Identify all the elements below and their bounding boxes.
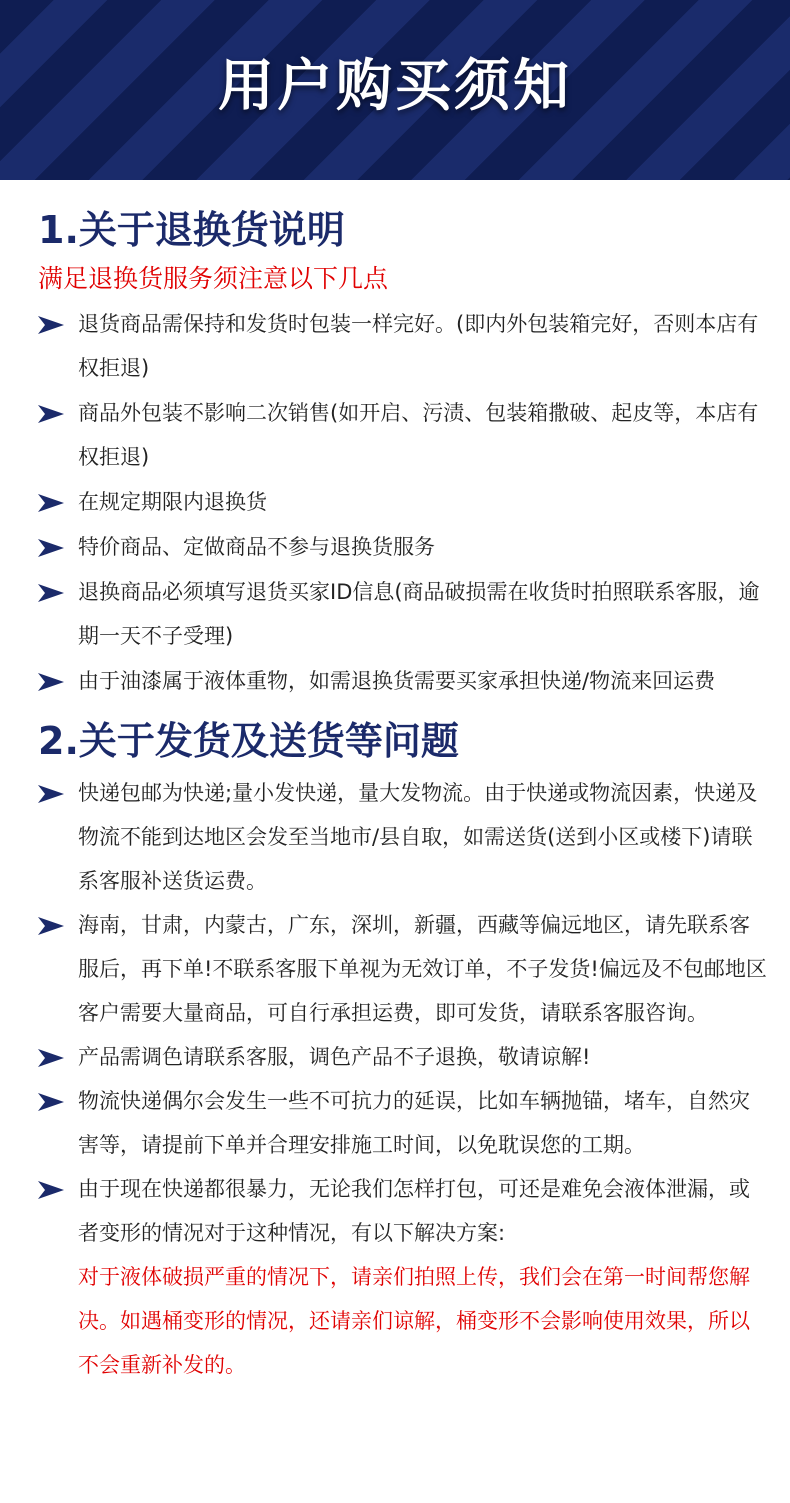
arrowhead-icon xyxy=(38,570,78,614)
arrowhead-icon xyxy=(38,659,78,703)
section-returns xyxy=(38,200,770,703)
solution-note: 对于液体破损严重的情况下，请亲们拍照上传，我们会在第一时间帮您解决。如遇桶变形的情况，还请亲们谅解，桶变形不会影响使用效果，所以不会重新补发的。 xyxy=(78,1265,750,1377)
solution-intro: 由于现在快递都很暴力，无论我们怎样打包，可还是难免会液体泄漏，或者变形的情况对于这种情况，有以下解决方案: xyxy=(78,1177,750,1245)
list-item-text: 退换商品必须填写退货买家ID信息(商品破损需在收货时拍照联系客服，逾期一天不子受理) xyxy=(78,580,760,648)
section-subtitle: 满足退换货服务须注意以下几点 xyxy=(38,264,389,293)
list-item-text: 商品外包装不影响二次销售(如开启、污渍、包装箱撒破、起皮等，本店有权拒退) xyxy=(78,401,759,469)
list-item-text: 在规定期限内退换货 xyxy=(78,490,267,514)
arrowhead-icon xyxy=(38,391,78,435)
list-item xyxy=(38,302,770,390)
returns-list xyxy=(38,302,770,703)
list-item-text: 特价商品、定做商品不参与退换货服务 xyxy=(78,535,435,559)
list-item xyxy=(38,1079,770,1167)
list-item xyxy=(38,903,770,1035)
arrowhead-icon xyxy=(38,302,78,346)
list-item xyxy=(38,525,770,569)
section-title: 2.关于发货及送货等问题 xyxy=(38,719,459,763)
list-item xyxy=(38,771,770,903)
arrowhead-icon xyxy=(38,1079,78,1123)
list-item-text: 快递包邮为快递;量小发快递，量大发物流。由于快递或物流因素，快递及物流不能到达地区会发至当地市/县自取，如需送货(送到小区或楼下)请联系客服补送货运费。 xyxy=(78,781,758,893)
arrowhead-icon xyxy=(38,525,78,569)
arrowhead-icon xyxy=(38,903,78,947)
page-title: 用户购买须知 xyxy=(218,54,572,119)
list-item-text: 海南，甘肃，内蒙古，广东，深圳，新疆，西藏等偏远地区，请先联系客服后，再下单!不联系客服下单视为无效订单，不子发货!偏远及不包邮地区客户需要大量商品，可自行承担运费，即可发货，请联系客服咨询。 xyxy=(78,913,767,1025)
section-title: 1.关于退换货说明 xyxy=(38,208,345,252)
arrowhead-icon xyxy=(38,1035,78,1079)
list-item xyxy=(38,570,770,658)
arrowhead-icon xyxy=(38,771,78,815)
list-item-text: 退货商品需保持和发货时包装一样完好。(即内外包装箱完好，否则本店有权拒退) xyxy=(78,312,759,380)
shipping-list xyxy=(38,771,770,1387)
list-item xyxy=(38,659,770,703)
list-item-text: 产品需调色请联系客服，调色产品不子退换，敬请谅解! xyxy=(78,1045,591,1069)
arrowhead-icon xyxy=(38,480,78,524)
section-shipping xyxy=(38,711,770,1387)
main-content xyxy=(0,182,790,1387)
arrowhead-icon xyxy=(38,1167,78,1211)
list-item-text xyxy=(78,1167,770,1387)
list-item xyxy=(38,391,770,479)
header-banner xyxy=(0,0,790,182)
list-item xyxy=(38,1167,770,1387)
list-item xyxy=(38,480,770,524)
list-item-text: 物流快递偶尔会发生一些不可抗力的延误，比如车辆抛锚，堵车，自然灾害等，请提前下单并合理安排施工时间，以免耽误您的工期。 xyxy=(78,1089,750,1157)
list-item-text: 由于油漆属于液体重物，如需退换货需要买家承担快递/物流来回运费 xyxy=(78,669,716,693)
list-item xyxy=(38,1035,770,1079)
